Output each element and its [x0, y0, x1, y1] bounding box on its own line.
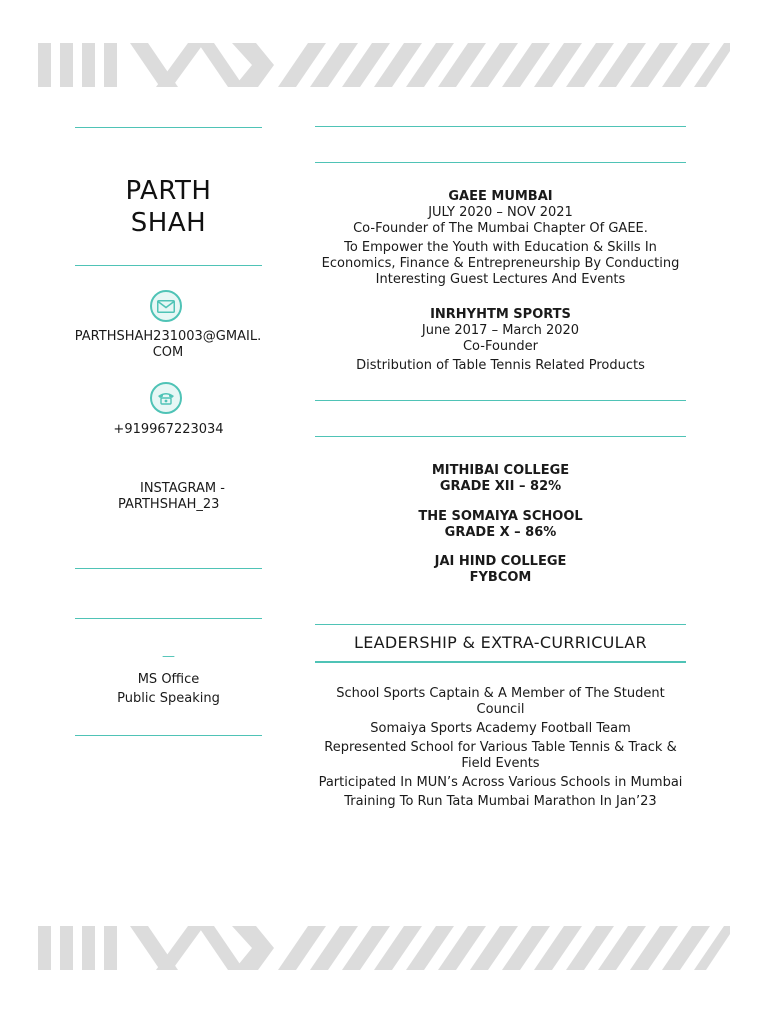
experience-gaee — [315, 189, 686, 288]
education-school: JAI HIND COLLEGE — [434, 554, 567, 569]
email-text[interactable]: PARTHSHAH231003@GMAIL.COM — [74, 329, 262, 360]
skills-list — [75, 670, 262, 708]
instagram-handle[interactable]: INSTAGRAM - PARTHSHAH_23 — [118, 481, 225, 512]
experience-dates: June 2017 – March 2020 — [421, 323, 580, 338]
education-school: THE SOMAIYA SCHOOL — [418, 509, 583, 524]
leadership-item: Somaiya Sports Academy Football Team — [370, 721, 631, 736]
right-rule-1 — [315, 126, 686, 127]
right-rule-2 — [315, 162, 686, 163]
last-name: SHAH — [130, 208, 207, 238]
leadership-item: Participated In MUN’s Across Various Schools in Mumbai — [318, 775, 683, 790]
experience-inrhythm — [315, 307, 686, 374]
experience-role: Co-Founder — [462, 339, 538, 354]
left-rule-2 — [75, 265, 262, 266]
leadership-item: School Sports Captain & A Member of The Student Council — [336, 686, 665, 717]
leadership-item: Represented School for Various Table Tennis & Track & Field Events — [324, 740, 677, 771]
experience-org: INRHYHTM SPORTS — [430, 307, 571, 322]
education-school: MITHIBAI COLLEGE — [431, 463, 570, 478]
skills-dash: — — [162, 649, 175, 664]
experience-description: To Empower the Youth with Education & Skills In Economics, Finance & Entrepreneurship By Conducting Interesting Guest Lectures And Events — [321, 240, 680, 287]
education-jaihind — [315, 554, 686, 586]
education-somaiya — [315, 509, 686, 541]
left-rule-5 — [75, 735, 262, 736]
bottom-decorative-band — [38, 926, 730, 970]
education-detail: GRADE XII – 82% — [439, 479, 562, 494]
skill-item: Public Speaking — [117, 691, 220, 706]
candidate-name — [75, 175, 262, 239]
education-detail: FYBCOM — [469, 570, 532, 585]
phone-text[interactable]: +919967223034 — [113, 422, 224, 437]
right-rule-4 — [315, 436, 686, 437]
right-rule-5 — [315, 624, 686, 625]
leadership-item: Training To Run Tata Mumbai Marathon In Jan’23 — [344, 794, 657, 809]
left-rule-4 — [75, 618, 262, 619]
top-decorative-band — [38, 43, 730, 87]
experience-description: Distribution of Table Tennis Related Products — [356, 358, 645, 373]
education-detail: GRADE X – 86% — [444, 525, 557, 540]
left-rule-1 — [75, 127, 262, 128]
leadership-title: LEADERSHIP & EXTRA-CURRICULAR — [354, 633, 647, 652]
right-rule-3 — [315, 400, 686, 401]
leadership-list — [318, 686, 683, 810]
telephone-icon — [150, 382, 182, 414]
envelope-icon — [150, 290, 182, 322]
experience-dates: JULY 2020 – NOV 2021 — [428, 205, 573, 220]
left-rule-3 — [75, 568, 262, 569]
right-rule-6 — [315, 661, 686, 663]
experience-role: Co-Founder of The Mumbai Chapter Of GAEE. — [353, 221, 648, 236]
experience-org: GAEE MUMBAI — [448, 189, 553, 204]
skill-item: MS Office — [137, 672, 200, 687]
education-mithibai — [315, 463, 686, 495]
first-name: PARTH — [125, 176, 212, 206]
